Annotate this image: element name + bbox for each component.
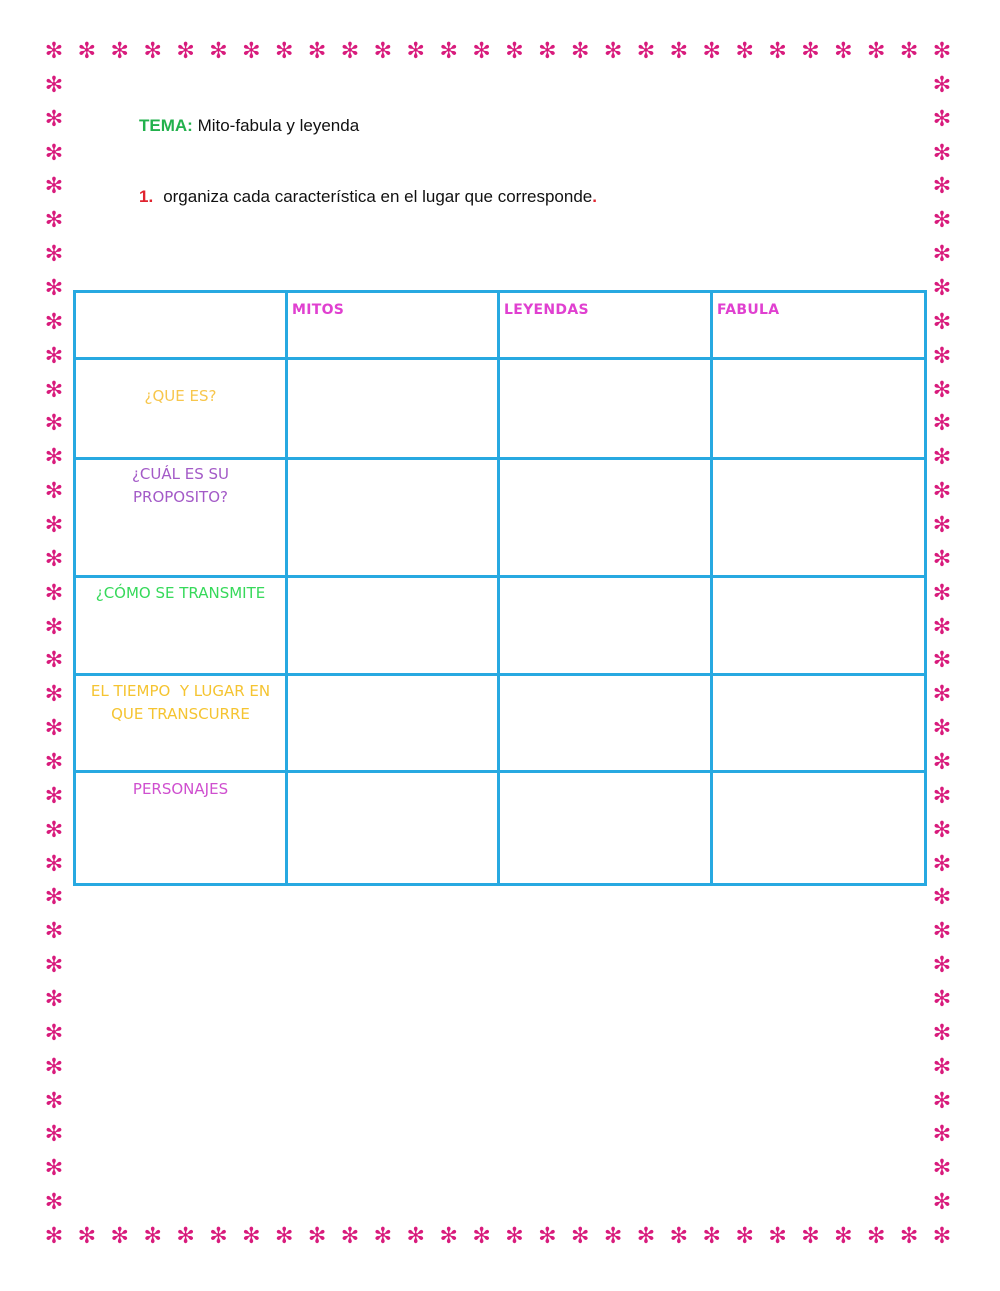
- instruction-period: .: [592, 187, 597, 206]
- classification-table: [73, 290, 927, 886]
- flower-star-icon: [931, 176, 953, 198]
- flower-star-icon: [931, 583, 953, 605]
- flower-star-icon: [372, 41, 394, 63]
- flower-star-icon: [931, 955, 953, 977]
- flower-star-icon: [207, 41, 229, 63]
- flower-star-icon: [405, 1226, 427, 1248]
- flower-star-icon: [43, 143, 65, 165]
- flower-star-icon: [372, 1226, 394, 1248]
- flower-star-icon: [931, 617, 953, 639]
- answer-cell[interactable]: [712, 772, 926, 885]
- flower-star-icon: [273, 1226, 295, 1248]
- flower-star-icon: [43, 617, 65, 639]
- table-row: [75, 359, 926, 459]
- table-row: [75, 675, 926, 772]
- row-label: ¿CUÁL ES SU PROPOSITO?: [131, 465, 230, 506]
- flower-star-icon: [931, 210, 953, 232]
- flower-star-icon: [799, 1226, 821, 1248]
- flower-star-icon: [931, 143, 953, 165]
- answer-cell[interactable]: [499, 772, 712, 885]
- flower-star-icon: [931, 278, 953, 300]
- flower-star-icon: [43, 684, 65, 706]
- flower-star-icon: [767, 41, 789, 63]
- flower-star-icon: [931, 1158, 953, 1180]
- flower-star-icon: [931, 1057, 953, 1079]
- flower-star-icon: [931, 718, 953, 740]
- flower-star-icon: [43, 854, 65, 876]
- flower-star-icon: [43, 244, 65, 266]
- header-leyendas: [499, 292, 712, 359]
- header-label: FABULA: [717, 302, 780, 318]
- flower-star-icon: [76, 41, 98, 63]
- header-label: MITOS: [292, 302, 345, 318]
- flower-star-icon: [734, 41, 756, 63]
- flower-star-icon: [536, 41, 558, 63]
- flower-star-icon: [339, 41, 361, 63]
- topic-label: TEMA:: [139, 116, 193, 135]
- flower-star-icon: [43, 955, 65, 977]
- row-label-cell: [75, 359, 287, 459]
- flower-star-icon: [43, 109, 65, 131]
- answer-cell[interactable]: [712, 459, 926, 577]
- row-label-cell: [75, 772, 287, 885]
- flower-star-icon: [240, 1226, 262, 1248]
- flower-star-icon: [43, 820, 65, 842]
- flower-star-icon: [931, 413, 953, 435]
- flower-star-icon: [931, 887, 953, 909]
- flower-star-icon: [339, 1226, 361, 1248]
- flower-star-icon: [799, 41, 821, 63]
- row-label: ¿CÓMO SE TRANSMITE: [95, 584, 266, 602]
- row-label-cell: [75, 459, 287, 577]
- flower-star-icon: [931, 481, 953, 503]
- flower-star-icon: [43, 447, 65, 469]
- header-mitos: [287, 292, 499, 359]
- answer-cell[interactable]: [712, 577, 926, 675]
- answer-cell[interactable]: [287, 359, 499, 459]
- answer-cell[interactable]: [287, 577, 499, 675]
- flower-star-icon: [43, 278, 65, 300]
- flower-star-icon: [109, 41, 131, 63]
- flower-star-icon: [43, 887, 65, 909]
- answer-cell[interactable]: [712, 675, 926, 772]
- flower-star-icon: [471, 1226, 493, 1248]
- flower-star-icon: [438, 1226, 460, 1248]
- flower-star-icon: [569, 41, 591, 63]
- flower-star-icon: [832, 41, 854, 63]
- flower-star-icon: [898, 1226, 920, 1248]
- flower-star-icon: [43, 1192, 65, 1214]
- flower-star-icon: [175, 41, 197, 63]
- flower-star-icon: [43, 41, 65, 63]
- flower-star-icon: [43, 75, 65, 97]
- instruction-number: 1.: [139, 187, 154, 206]
- flower-star-icon: [931, 650, 953, 672]
- row-label-cell: [75, 577, 287, 675]
- table-row: [75, 772, 926, 885]
- instruction-line: [139, 187, 597, 207]
- flower-star-icon: [471, 41, 493, 63]
- flower-star-icon: [931, 244, 953, 266]
- flower-star-icon: [43, 176, 65, 198]
- flower-star-icon: [668, 1226, 690, 1248]
- flower-star-icon: [701, 1226, 723, 1248]
- flower-star-icon: [536, 1226, 558, 1248]
- flower-star-icon: [43, 989, 65, 1011]
- answer-cell[interactable]: [499, 577, 712, 675]
- flower-star-icon: [207, 1226, 229, 1248]
- flower-star-icon: [931, 684, 953, 706]
- topic-line: [139, 116, 359, 136]
- flower-star-icon: [931, 752, 953, 774]
- flower-star-icon: [43, 515, 65, 537]
- answer-cell[interactable]: [712, 359, 926, 459]
- flower-star-icon: [931, 1192, 953, 1214]
- flower-star-icon: [701, 41, 723, 63]
- flower-star-icon: [503, 41, 525, 63]
- answer-cell[interactable]: [287, 459, 499, 577]
- flower-star-icon: [43, 413, 65, 435]
- flower-star-icon: [931, 515, 953, 537]
- flower-star-icon: [931, 75, 953, 97]
- flower-star-icon: [602, 1226, 624, 1248]
- flower-star-icon: [931, 447, 953, 469]
- flower-star-icon: [931, 109, 953, 131]
- answer-cell[interactable]: [499, 459, 712, 577]
- table-row: [75, 459, 926, 577]
- flower-star-icon: [931, 1124, 953, 1146]
- flower-star-icon: [931, 820, 953, 842]
- flower-star-icon: [405, 41, 427, 63]
- flower-star-icon: [668, 41, 690, 63]
- flower-star-icon: [43, 1023, 65, 1045]
- flower-star-icon: [43, 346, 65, 368]
- flower-star-icon: [43, 481, 65, 503]
- flower-star-icon: [43, 718, 65, 740]
- flower-star-icon: [734, 1226, 756, 1248]
- flower-star-icon: [931, 380, 953, 402]
- flower-star-icon: [142, 41, 164, 63]
- flower-star-icon: [931, 786, 953, 808]
- flower-star-icon: [931, 1091, 953, 1113]
- flower-star-icon: [43, 1057, 65, 1079]
- flower-star-icon: [43, 650, 65, 672]
- flower-star-icon: [273, 41, 295, 63]
- answer-cell[interactable]: [499, 675, 712, 772]
- table-row: [75, 577, 926, 675]
- answer-cell[interactable]: [499, 359, 712, 459]
- instruction-text: organiza cada característica en el lugar que corresponde: [163, 187, 593, 206]
- flower-star-icon: [865, 1226, 887, 1248]
- flower-star-icon: [931, 41, 953, 63]
- header-empty-cell: [75, 292, 287, 359]
- flower-star-icon: [931, 1023, 953, 1045]
- flower-star-icon: [43, 1226, 65, 1248]
- flower-star-icon: [931, 549, 953, 571]
- row-label-cell: [75, 675, 287, 772]
- flower-star-icon: [109, 1226, 131, 1248]
- header-fabula: [712, 292, 926, 359]
- flower-star-icon: [76, 1226, 98, 1248]
- flower-star-icon: [175, 1226, 197, 1248]
- answer-cell[interactable]: [287, 772, 499, 885]
- flower-star-icon: [43, 549, 65, 571]
- flower-star-icon: [43, 786, 65, 808]
- row-label: ¿QUE ES?: [144, 387, 217, 405]
- row-label: PERSONAJES: [132, 780, 229, 798]
- flower-star-icon: [931, 921, 953, 943]
- answer-cell[interactable]: [287, 675, 499, 772]
- flower-star-icon: [306, 41, 328, 63]
- flower-star-icon: [43, 312, 65, 334]
- flower-star-icon: [931, 346, 953, 368]
- table-header-row: [75, 292, 926, 359]
- flower-star-icon: [767, 1226, 789, 1248]
- flower-star-icon: [931, 854, 953, 876]
- flower-star-icon: [931, 989, 953, 1011]
- flower-star-icon: [865, 41, 887, 63]
- flower-star-icon: [635, 41, 657, 63]
- flower-star-icon: [43, 921, 65, 943]
- flower-star-icon: [43, 583, 65, 605]
- flower-star-icon: [898, 41, 920, 63]
- flower-star-icon: [635, 1226, 657, 1248]
- flower-star-icon: [43, 1158, 65, 1180]
- flower-star-icon: [306, 1226, 328, 1248]
- flower-star-icon: [43, 210, 65, 232]
- flower-star-icon: [931, 1226, 953, 1248]
- flower-star-icon: [142, 1226, 164, 1248]
- flower-star-icon: [240, 41, 262, 63]
- flower-star-icon: [438, 41, 460, 63]
- flower-star-icon: [43, 1124, 65, 1146]
- flower-star-icon: [43, 380, 65, 402]
- flower-star-icon: [931, 312, 953, 334]
- flower-star-icon: [602, 41, 624, 63]
- flower-star-icon: [43, 1091, 65, 1113]
- row-label: EL TIEMPO Y LUGAR EN QUE TRANSCURRE: [90, 682, 275, 723]
- flower-star-icon: [503, 1226, 525, 1248]
- flower-star-icon: [832, 1226, 854, 1248]
- flower-star-icon: [43, 752, 65, 774]
- header-label: LEYENDAS: [504, 302, 589, 318]
- topic-text: Mito-fabula y leyenda: [197, 116, 360, 135]
- flower-star-icon: [569, 1226, 591, 1248]
